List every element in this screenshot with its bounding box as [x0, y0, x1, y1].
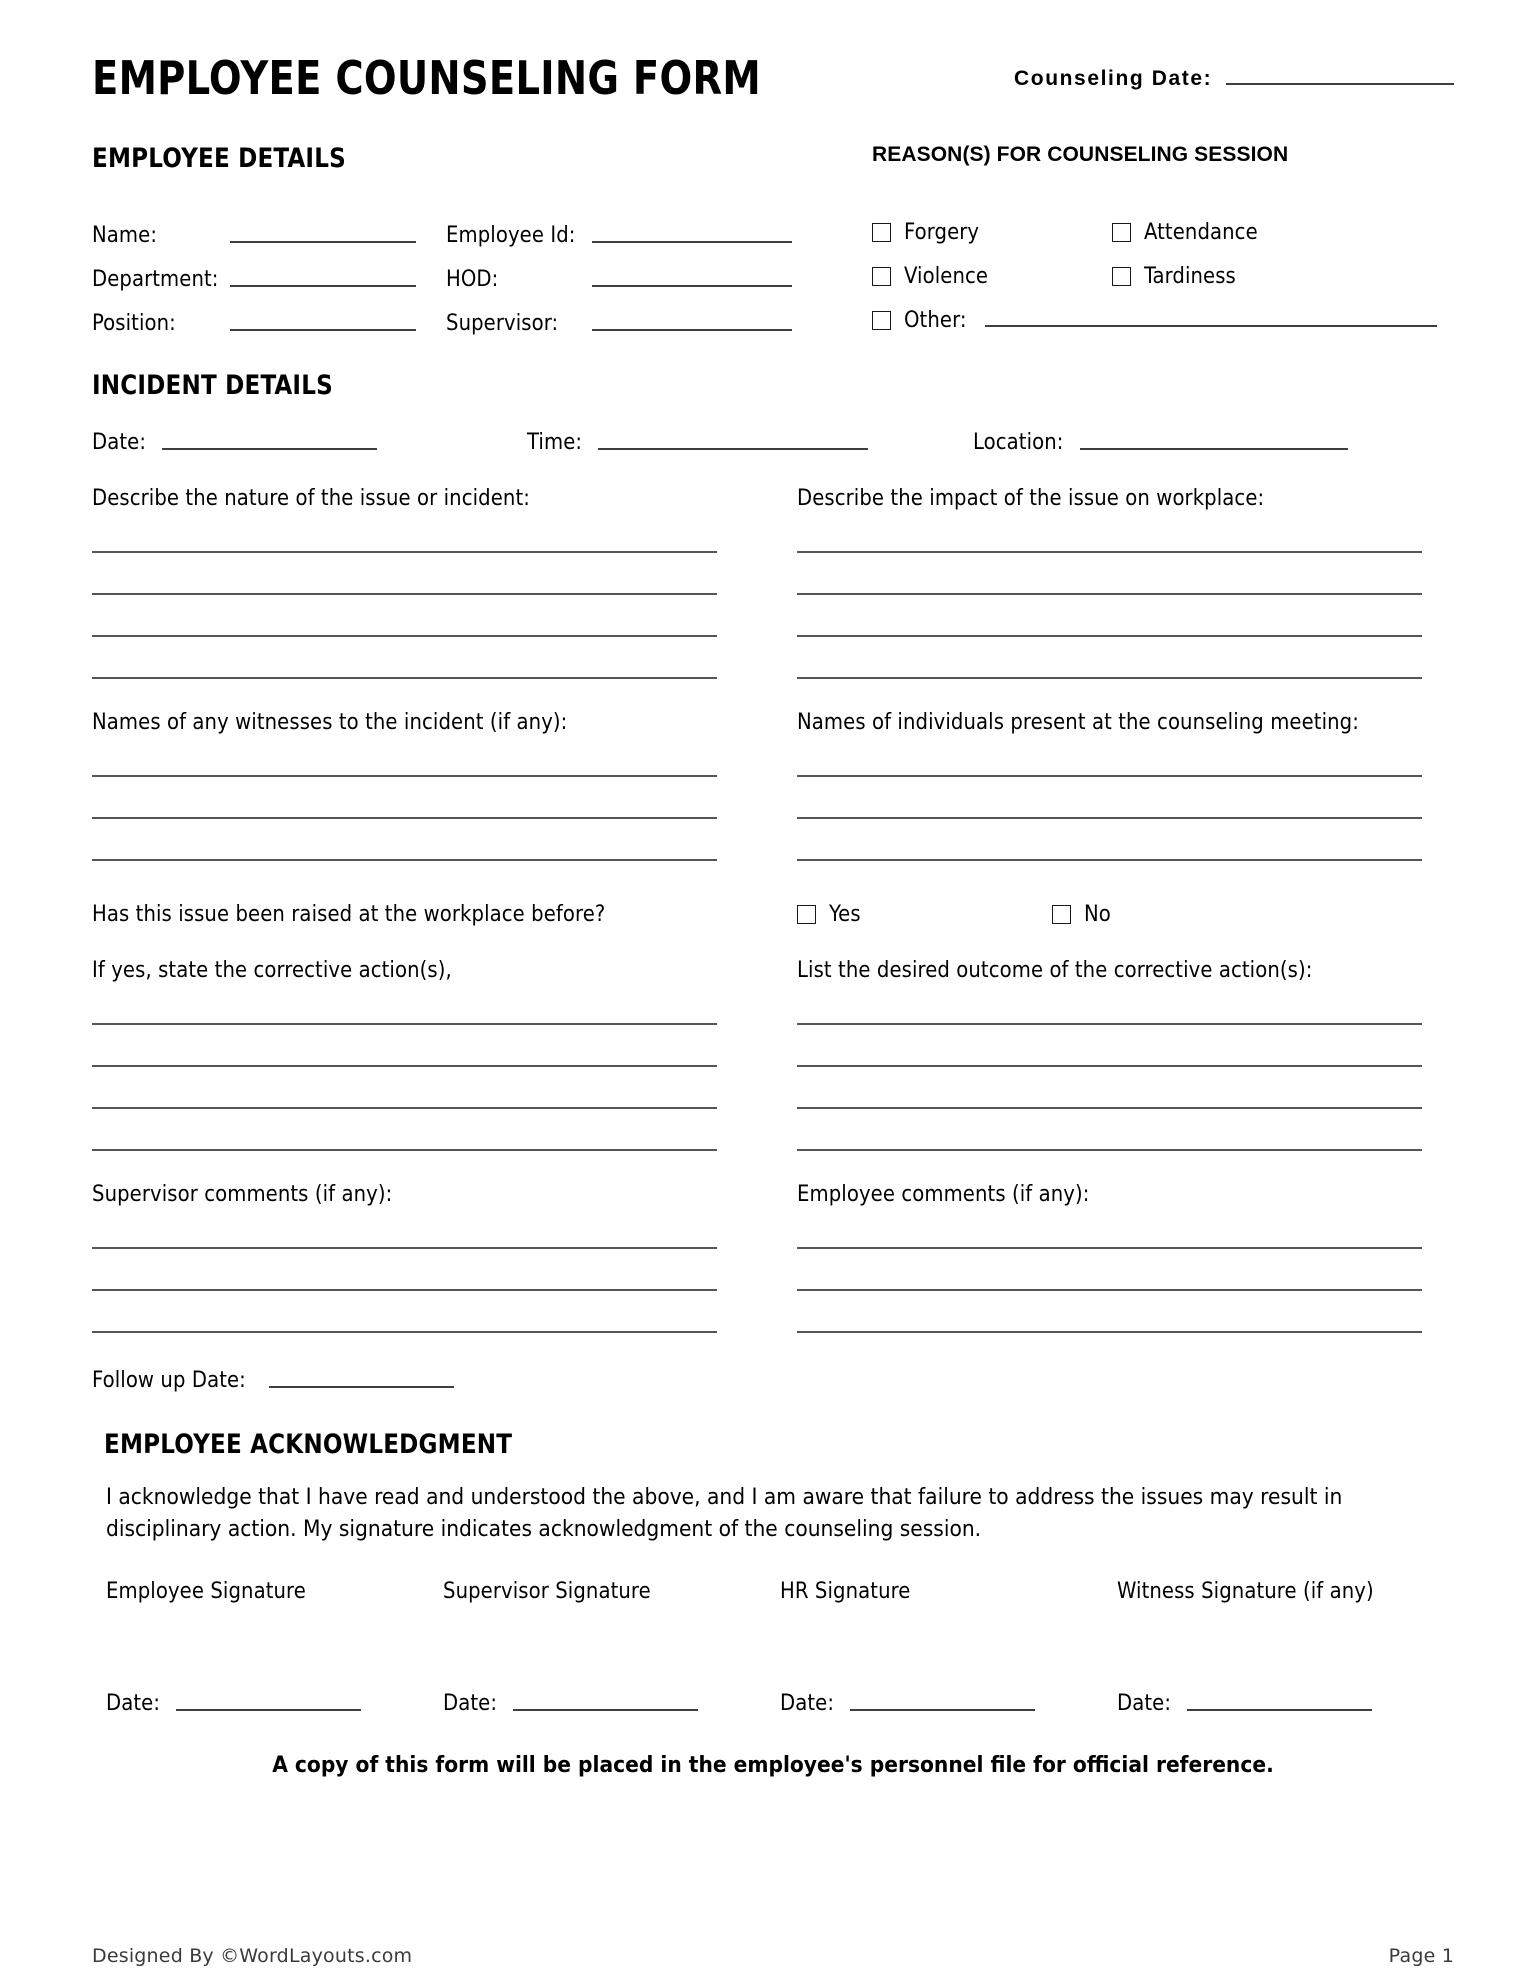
counseling-date-field[interactable]: [1014, 67, 1454, 91]
designer-credit: Designed By ©WordLayouts.com: [92, 1945, 413, 1967]
department-label: Department:: [92, 266, 219, 292]
checkbox-icon[interactable]: [872, 311, 891, 330]
witness-signature-date-field[interactable]: [1117, 1690, 1454, 1716]
date-label: Date:: [443, 1689, 498, 1716]
answer-line[interactable]: [92, 635, 717, 637]
hr-signature-date-field[interactable]: [780, 1690, 1117, 1716]
reason-tardiness[interactable]: [1112, 263, 1239, 289]
answer-line[interactable]: [92, 1065, 717, 1067]
answer-line[interactable]: [92, 551, 717, 553]
answer-line[interactable]: [92, 775, 717, 777]
signature-dates-row: [106, 1690, 1454, 1716]
reason-other-label: Other:: [904, 307, 967, 333]
impact-block: [797, 455, 1422, 679]
incident-time-label: Time:: [526, 429, 582, 455]
incident-details-section: [92, 370, 1454, 1393]
nature-answer-lines[interactable]: [92, 551, 717, 679]
date-input[interactable]: [176, 1709, 361, 1711]
answer-line[interactable]: [92, 859, 717, 861]
reasons-heading: REASON(S) FOR COUNSELING SESSION: [872, 143, 1289, 166]
file-notice: A copy of this form will be placed in the employee's personnel file for official reference.: [272, 1751, 1274, 1778]
position-input[interactable]: [230, 329, 416, 331]
answer-line[interactable]: [797, 859, 1422, 861]
reason-violence-label: Violence: [904, 263, 989, 289]
supervisor-comments-lines[interactable]: [92, 1247, 717, 1333]
checkbox-icon[interactable]: [797, 905, 816, 924]
reasons-section: [872, 143, 1437, 336]
answer-line[interactable]: [92, 1289, 717, 1291]
reason-tardiness-label: Tardiness: [1144, 263, 1236, 289]
date-input[interactable]: [513, 1709, 698, 1711]
counseling-date-label: Counseling Date:: [1014, 67, 1213, 90]
supervisor-label: Supervisor:: [445, 310, 559, 336]
position-label: Position:: [92, 310, 176, 336]
employee-signature-date-field[interactable]: [106, 1690, 443, 1716]
supervisor-signature-label: Supervisor Signature: [443, 1577, 651, 1604]
employee-comments-block: [797, 1151, 1422, 1333]
reason-other-input[interactable]: [985, 325, 1438, 327]
reason-attendance[interactable]: [1112, 219, 1261, 245]
form-header: [92, 51, 1454, 105]
answer-line[interactable]: [92, 1107, 717, 1109]
supervisor-signature-date-field[interactable]: [443, 1690, 780, 1716]
answer-line[interactable]: [797, 635, 1422, 637]
follow-up-field[interactable]: [92, 1367, 1454, 1393]
answer-line[interactable]: [797, 593, 1422, 595]
page-number: Page 1: [1388, 1945, 1454, 1967]
nature-prompt: Describe the nature of the issue or incident:: [92, 485, 530, 511]
answer-line[interactable]: [797, 775, 1422, 777]
hr-signature-label: HR Signature: [780, 1577, 911, 1604]
acknowledgment-heading: EMPLOYEE ACKNOWLEDGMENT: [104, 1429, 513, 1460]
employee-comments-prompt: Employee comments (if any):: [797, 1181, 1090, 1207]
raised-before-row: [92, 901, 1454, 927]
desired-outcome-answer-lines[interactable]: [797, 1023, 1422, 1151]
incident-location-field[interactable]: [973, 429, 1348, 455]
answer-line[interactable]: [92, 1023, 717, 1025]
corrective-answer-lines[interactable]: [92, 1023, 717, 1151]
incident-datetime-row: [92, 429, 1454, 455]
signature-labels-row: [106, 1578, 1454, 1604]
answer-line[interactable]: [797, 1331, 1422, 1333]
answer-line[interactable]: [92, 817, 717, 819]
present-prompt: Names of individuals present at the counseling meeting:: [797, 709, 1359, 735]
employee-details-heading: EMPLOYEE DETAILS: [92, 143, 346, 174]
date-label: Date:: [106, 1689, 161, 1716]
employee-id-input[interactable]: [592, 241, 792, 243]
employee-comments-lines[interactable]: [797, 1247, 1422, 1333]
follow-up-input[interactable]: [269, 1386, 454, 1388]
reason-other[interactable]: [872, 307, 969, 333]
present-block: [797, 679, 1422, 861]
raised-before-yes-label: Yes: [829, 901, 861, 927]
reasons-row-2: [872, 245, 1437, 289]
incident-time-field[interactable]: [527, 429, 868, 455]
corrective-block: [92, 927, 717, 1151]
incident-location-label: Location:: [972, 429, 1064, 455]
reason-forgery[interactable]: [872, 219, 1112, 245]
desired-outcome-block: [797, 927, 1422, 1151]
date-input[interactable]: [1187, 1709, 1372, 1711]
answer-line[interactable]: [797, 1247, 1422, 1249]
raised-before-no-label: No: [1084, 901, 1111, 927]
answer-line[interactable]: [797, 817, 1422, 819]
employee-id-label: Employee Id:: [445, 222, 576, 248]
supervisor-input[interactable]: [592, 329, 792, 331]
incident-date-label: Date:: [92, 429, 147, 455]
employee-name-row: [92, 204, 792, 248]
acknowledgment-section: [92, 1429, 1454, 1716]
answer-line[interactable]: [797, 1289, 1422, 1291]
present-answer-lines[interactable]: [797, 775, 1422, 861]
date-label: Date:: [1117, 1689, 1172, 1716]
supervisor-comments-prompt: Supervisor comments (if any):: [92, 1181, 393, 1207]
supervisor-comments-block: [92, 1151, 717, 1333]
hod-label: HOD:: [445, 266, 499, 292]
name-label: Name:: [92, 222, 158, 248]
corrective-prompt: If yes, state the corrective action(s),: [92, 957, 452, 983]
raised-before-yes[interactable]: [797, 901, 1052, 927]
incident-details-heading: INCIDENT DETAILS: [92, 370, 333, 401]
employee-position-row: [92, 292, 792, 336]
impact-prompt: Describe the impact of the issue on workplace:: [797, 485, 1265, 511]
raised-before-question: Has this issue been raised at the workplace before?: [92, 901, 606, 927]
answer-line[interactable]: [92, 593, 717, 595]
name-input[interactable]: [230, 241, 416, 243]
nature-block: [92, 455, 717, 679]
reasons-row-1: [872, 201, 1437, 245]
follow-up-label: Follow up Date:: [92, 1367, 246, 1393]
date-input[interactable]: [850, 1709, 1035, 1711]
answer-line[interactable]: [92, 1247, 717, 1249]
reasons-row-other: [872, 289, 1437, 333]
answer-line[interactable]: [797, 1023, 1422, 1025]
page-title: EMPLOYEE COUNSELING FORM: [92, 51, 761, 105]
witness-signature-label: Witness Signature (if any): [1117, 1577, 1374, 1604]
witnesses-block: [92, 679, 717, 861]
answer-line[interactable]: [797, 1107, 1422, 1109]
answer-line[interactable]: [92, 1331, 717, 1333]
impact-answer-lines[interactable]: [797, 551, 1422, 679]
raised-before-no[interactable]: [1052, 901, 1307, 927]
checkbox-icon[interactable]: [872, 223, 891, 242]
witnesses-prompt: Names of any witnesses to the incident (if any):: [92, 709, 568, 735]
employee-department-row: [92, 248, 792, 292]
date-label: Date:: [780, 1689, 835, 1716]
answer-line[interactable]: [797, 1065, 1422, 1067]
witnesses-answer-lines[interactable]: [92, 775, 717, 861]
incident-date-field[interactable]: [92, 429, 377, 455]
hod-input[interactable]: [592, 285, 792, 287]
department-input[interactable]: [230, 285, 416, 287]
desired-outcome-prompt: List the desired outcome of the corrective action(s):: [797, 957, 1313, 983]
checkbox-icon[interactable]: [1112, 223, 1131, 242]
checkbox-icon[interactable]: [1112, 267, 1131, 286]
reason-attendance-label: Attendance: [1144, 219, 1258, 245]
incident-location-input[interactable]: [1080, 448, 1348, 450]
employee-signature-label: Employee Signature: [106, 1577, 306, 1604]
checkbox-icon[interactable]: [1052, 905, 1071, 924]
incident-time-input[interactable]: [598, 448, 868, 450]
answer-line[interactable]: [797, 551, 1422, 553]
employee-details-section: [92, 143, 792, 336]
reason-violence[interactable]: [872, 263, 1112, 289]
incident-date-input[interactable]: [162, 448, 377, 450]
reason-forgery-label: Forgery: [904, 219, 980, 245]
counseling-date-input[interactable]: [1226, 83, 1454, 85]
page-footer: [92, 1945, 1454, 1967]
acknowledgment-paragraph: I acknowledge that I have read and understood the above, and I am aware that failure to address the issues may result in disciplinary action. My signature indicates acknowledgment of the counseling session.: [106, 1484, 1343, 1542]
checkbox-icon[interactable]: [872, 267, 891, 286]
